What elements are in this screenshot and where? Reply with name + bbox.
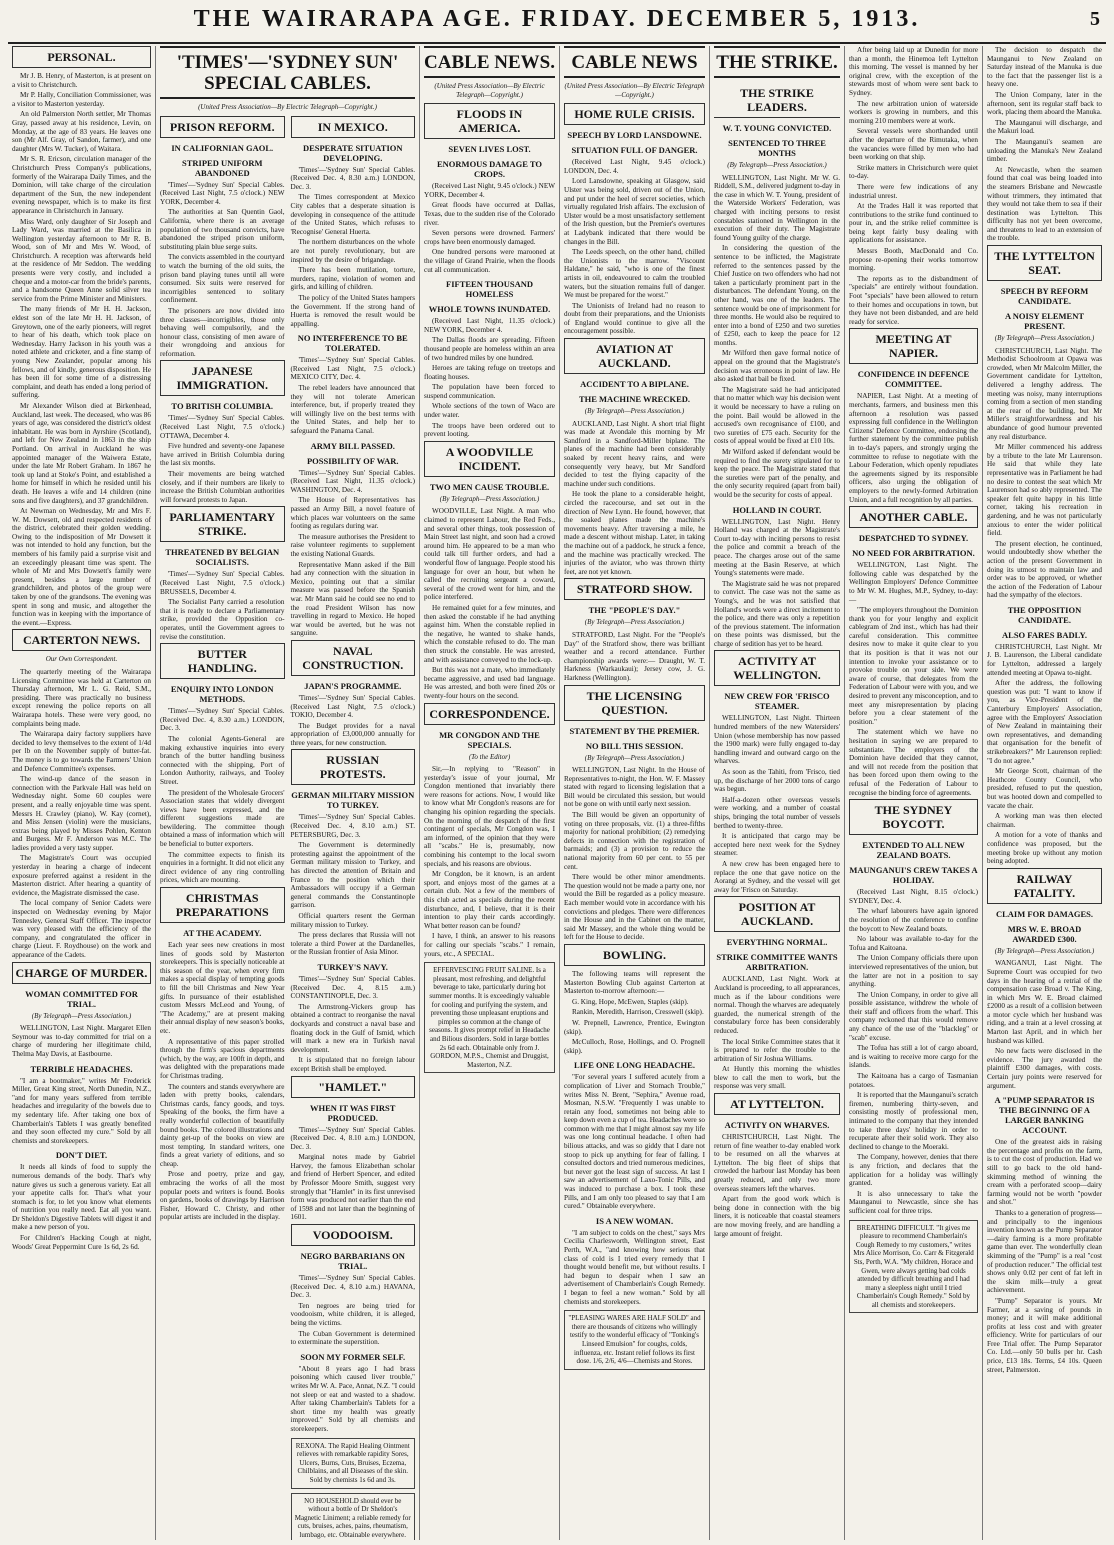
- heading-voodooism: VOODOOISM.: [291, 1224, 416, 1246]
- heading-napier: MEETING AT NAPIER.: [849, 328, 978, 364]
- paragraph: Marginal notes made by Gabriel Harvey, the famous Elizabethan scholar and friend of Herbert Spencer, and edited by Professor Moore Smith, suggest very strongly that "Hamlet" in its first unrevised form was produced not earlier than the end of 1598 and not later than the beginning of 1601.: [290, 1153, 415, 1222]
- subheading: DESPERATE SITUATION DEVELOPING.: [302, 142, 403, 163]
- paragraph: The policy of the United States hampers the Government. If the strong hand of Huerta is removed the result would be appalling.: [290, 293, 415, 328]
- heading-prison: PRISON REFORM.: [160, 116, 285, 138]
- paragraph: 'Times'—'Sydney Sun' Special Cables. (Received Last Night, 7.5 o'clock.) BRUSSELS, December 4.: [160, 570, 285, 596]
- paragraph: 'Times'—'Sydney Sun' Special Cables. (Received Dec. 4, 8.15 a.m.) CONSTANTINOPLE, Dec. 3.: [290, 974, 415, 1001]
- paragraph: There were few indications of any industrial unrest.: [849, 182, 978, 200]
- paragraph: The rebel leaders have announced that they will not tolerate American interference, but, if properly treated they will willingly live on the best terms with the United States, and help her to safeguard the Panama Canal.: [290, 384, 415, 436]
- paragraph: WELLINGTON, Last Night. The following cable was despatched by the Wellington Employers' Defence Committee to Mr W. M. Hughes, M.P., Sydney, to-day:—: [849, 561, 978, 604]
- paragraph: 'Times'—'Sydney Sun' Special Cables. (Received Last Night, 7.5 o'clock.) MEXICO CITY, Dec. 4.: [290, 356, 415, 382]
- subheading: NO BILL THIS SESSION.: [585, 740, 684, 751]
- paragraph: The Kaitoana has a cargo of Tasmanian potatoes.: [849, 1072, 978, 1089]
- heading-russian: RUSSIAN PROTESTS.: [291, 749, 416, 785]
- heading-strike: THE STRIKE.: [714, 46, 840, 78]
- paragraph: The reports as to the disbandment of "specials" are entirely without foundation. Foot "specials" have been allowed to return to their homes and occupations in town, but they have not been disbanded, and are held ready for service.: [849, 274, 978, 326]
- byline: (By Telegraph—Press Association.): [439, 494, 540, 503]
- heading-personal: PERSONAL.: [12, 46, 151, 68]
- paragraph: 'Times'—'Sydney Sun' Special Cables. (Received Last Night, 11.35 o'clock.) WASHINGTON, Dec. 4.: [290, 468, 415, 494]
- paragraph: No labour was available to-day for the Tofua and Kaitoana.: [849, 935, 978, 952]
- paragraph: STRATFORD, Last Night. For the "People's Day" of the Stratford show, there was brilliant weather and a record attendance. Further championship awards were:— Draught, W. T. Harkness (Warkaukaui); Jersey cow, J. G. Harkness (Wellington).: [564, 630, 705, 682]
- subheading: CLAIM FOR DAMAGES.: [995, 908, 1094, 919]
- heading-cable-news: CABLE NEWS.: [424, 46, 555, 78]
- subheading: AT THE ACADEMY.: [183, 928, 262, 939]
- heading-railway: RAILWAY FATALITY.: [987, 868, 1102, 904]
- column-times-cables: [156, 46, 420, 1540]
- paragraph: "I am a bootmaker," writes Mr Frederick Miller, Great King street, North Dunedin, N.Z., "and for many years suffered from terrible headaches and irregularity of the bowels due to my sedentary life. After taking one box of Chamberlain's Tablets I was greatly benefited and they soon effected my cure." Sold by all chemists and storekeepers.: [12, 1076, 151, 1145]
- paragraph: The northern disturbances on the whole are not purely revolutionary, but are inspired by the desire of brigandage.: [290, 238, 415, 264]
- subheading: THE "PEOPLE'S DAY.": [588, 605, 681, 616]
- page-number: 5: [1090, 8, 1100, 30]
- paragraph: 'Times'—'Sydney Sun' Special Cables. (Received Dec. 4, 8.10 a.m.) LONDON, Dec. 3.: [290, 1125, 415, 1151]
- subheading: ENORMOUS DAMAGE TO CROPS.: [436, 159, 542, 180]
- paragraph: The local Strike Committee states that it is prepared to refer the trouble to the arbitration of Sir Joshua Williams.: [714, 1037, 840, 1063]
- paragraph: The House of Representatives has passed an Army Bill, a novel feature of which places war volunteers on the same footing as regulars during war.: [290, 496, 415, 531]
- paragraph: (Received Last Night, 8.15 o'clock.) SYDNEY, Dec. 4.: [849, 888, 978, 905]
- subheading: DESPATCHED TO SYDNEY.: [858, 533, 969, 544]
- subheading: SOON MY FORMER SELF.: [300, 1351, 406, 1362]
- heading-parliamentary: PARLIAMENTARY STRIKE.: [160, 506, 285, 542]
- paragraph: There would be other minor amendments. The question would not be made a party one, nor would the Bill be regarded as a policy measure. Each member would vote in accordance with his convictions and pledges. There were differences in the House and in the Cabinet on the matter, said Mr Massey, and the whole thing would be left for the House to decide.: [564, 873, 705, 942]
- paragraph: NAPIER, Last Night. At a meeting of merchants, farmers, and business men this afternoon a resolution was passed expressing full confidence in the Wellington Citizens' Defence Committee, endorsing the further statement by the committee publish in to-day's papers, and strongly urging the committee to refuse to negotiate with the Labour Federation, which openly repudiates the agreements signed by its responsible officers, also urging the obligation of employers to the newly-formed Arbitration Union, and a full recognition by all parties.: [849, 392, 978, 504]
- heading-correspondence: CORRESPONDENCE.: [424, 703, 555, 725]
- paragraph: Rankin, Meredith, Harrison, Cresswell (skip).: [572, 1008, 704, 1017]
- subcolumn-left: [160, 116, 285, 1540]
- masthead: [8, 4, 1106, 44]
- paragraph: Official quarters resent the German military mission to Turkey.: [290, 912, 415, 929]
- paragraph: The decision to despatch the Maunganui to New Zealand on Saturday instead of the Manuka is due to the fact that the passenger list is a heavy one.: [987, 46, 1102, 89]
- paragraph: A motion for a vote of thanks and confidence was proposed, but the meeting broke up without any motion being adopted.: [987, 831, 1102, 866]
- twin-columns: [160, 116, 415, 1540]
- subheading: ACCIDENT TO A BIPLANE.: [580, 379, 689, 390]
- paragraph: The following teams will represent the Masterton Bowling Club against Carterton at Masterton to-morrow afternoon:—: [564, 969, 705, 996]
- heading-auckland-position: POSITION AT AUCKLAND.: [714, 896, 840, 932]
- paragraph: Half-a-dozen other overseas vessels were working, and a number of coastal ships, bringing the total number of vessels berthed to twenty-three.: [714, 795, 840, 830]
- paragraph: (Received Last Night, 9.45 o'clock.) LONDON, Dec. 4.: [564, 158, 705, 175]
- paragraph: The Times correspondent at Mexico City cables that a desperate situation is developing in consequence of the attitude of the United States, which refuses to 'Recognise' General Huerta.: [290, 193, 415, 236]
- paragraph: It is also unnecessary to take the Maunganui to Newcastle, since she has sufficient coal for three trips.: [849, 1189, 978, 1215]
- paragraph: Representative Mann asked if the Bill had any connection with the situation in Mexico, pointing out that a similar measure was passed before the Spanish war. Mr Mann said he could see no end to the road President Wilson has now travelling in regard to Mexico. He hoped war would be averted, but he was not sanguine.: [290, 560, 415, 638]
- paragraph: Their movements are being watched closely, and if their numbers are likely to increase the British Columbian authorities will forward protests to Japan.: [160, 470, 285, 504]
- paragraph: No new facts were disclosed in the evidence. The jury awarded the plaintiff £300 damages, with costs. Certain jury points were reserved for argument.: [987, 1047, 1102, 1090]
- paragraph: Messrs Booth, MacDonald and Co. propose re-opening their works tomorrow morning.: [849, 247, 978, 273]
- paragraph: One of the greatest aids in raising the percentage and profits on the farm, is to cut the cost of production. Had we still to go back to the old hand-skimming method of winning the cream with a perforated scoop—dairy farming would not be worth "powder and shot.": [987, 1138, 1102, 1207]
- paragraph: Prose and poetry, prize and gay, embracing the works of all the most popular poets and writers is found. Books on gardens, books of drawings by Harrison Fisher, Howard C. Christy, and other popular artists are included in the display.: [160, 1170, 285, 1222]
- subheading: TURKEY'S NAVY.: [317, 961, 388, 972]
- subheading: THE OPPOSITION CANDIDATE.: [1007, 604, 1082, 625]
- paragraph: Thanks to a generation of progress—and principally to the ingenious invention known as the Pump Separator—dairy farming is a more profitable game than ever. The wonderfully clean skimming of the "Pump" is a real "cost of production reducer." The official test shows only 0.02 per cent of fat left in the skim milk—truly a great achievement.: [987, 1208, 1102, 1295]
- paragraph: Seven persons were drowned. Farmers' crops have been enormously damaged.: [424, 229, 555, 246]
- subheading: NEGRO BARBARIANS ON TRIAL.: [300, 1251, 405, 1272]
- paragraph: The Leeds speech, on the other hand, chilled the Unionists to the marrow. "Viscount Haldane," he said, "who is one of the finest artists in oil, endeavoured to calm the troubled waters, but the situation remains full of danger. We must be prepared for the worst.": [564, 248, 705, 300]
- paragraph: Each year sees new creations in most lines of goods sold by Masterton storekeepers. This is specially noticeable at this season of the year, when every firm makes a special display of tempting goods to fill the bill Christmas and New Year gifts. In pursuance of their established custom Messrs McLeod and Young, of "The Academy," are at present making their annual display of new season's books, etc.: [160, 941, 285, 1035]
- subheading: ACTIVITY ON WHARVES.: [724, 1120, 830, 1131]
- paragraph: The Bill would be given an opportunity of voting on three proposals, viz. (1) a three-fifths majority for national prohibition; (2) remedying defects in connection with the registration of barmaids; and (3) a provision to reduce the national majority from 60 per cent. to 55 per cent.: [564, 811, 705, 871]
- paragraph: CHRISTCHURCH, Last Night. Mr J. B. Laurenson, the Liberal candidate for Lyttelton, addressed a largely attended meeting at Opawa to-night.: [987, 642, 1102, 677]
- paragraph: CHRISTCHURCH, Last Night. The return of fine weather to-day enabled work to be resumed on all the wharves at Lyttelton. The big fleet of ships that crowded the harbour last Monday has been greatly reduced, and only two more overseas steamers left the wharves.: [714, 1133, 840, 1193]
- paragraph: 'Times'—'Sydney Sun' Special Cables. (Received Last Night, 7.5 o'clock.) NEW YORK, December 4.: [160, 180, 285, 206]
- advertisement: NO HOUSEHOLD should ever be without a bottle of Dr Sheldon's Magnetic Liniment; a reliable remedy for cuts, bruises, aches, pains, rheumatism, lumbago, etc. Obtainable everywhere.: [291, 1493, 416, 1541]
- subheading: EXTENDED TO ALL NEW ZEALAND BOATS.: [862, 840, 965, 861]
- paragraph: Mr George Scott, chairman of the Heathcote County Council, who presided, refused to put the question, but was hooted down and compelled to vacate the chair.: [987, 767, 1102, 810]
- paragraph: The convicts assembled in the courtyard to watch the burning of the old suits, the prison band playing tunes until all were consumed. Six suits were reserved for incorrigibles sentenced to solitary confinement.: [160, 253, 285, 305]
- subheading: TWO MEN CAUSE TROUBLE.: [429, 481, 550, 492]
- paragraph: Several vessels were shorthanded until after the departure of the Rimutaka, when the vacancies were filled by men who had been working on that ship.: [849, 127, 978, 162]
- byline: (By Telegraph—Press Association.): [727, 161, 827, 169]
- newspaper-title: THE WAIRARAPA AGE. FRIDAY. DECEMBER 5, 1913.: [193, 6, 921, 32]
- subheading: THE MACHINE WRECKED.: [578, 394, 691, 405]
- byline: (By Telegraph—Press Association.): [584, 753, 685, 762]
- heading-cable-news-2: CABLE NEWS: [564, 46, 705, 78]
- paragraph: 'Times'—'Sydney Sun' Special Cables. (Received Dec. 4, 8.10 a.m.) ST. PETERSBURG, Dec. 3.: [290, 813, 415, 839]
- column-personal: [8, 46, 156, 1540]
- paragraph: It is stipulated that no foreign labour except British shall be employed.: [290, 1056, 415, 1073]
- paragraph: Mr S. R. Ericson, circulation manager of the Christchurch Press Company's publications, formerly of the Wairarapa Daily Times, and the Dominion, will take charge of the circulation department of the Sun, the new independent evening newspaper, which is to make its first appearance in Christchurch in January.: [12, 155, 151, 215]
- paragraph: The Socialist Party carried a resolution that it is ready to declare a Parliamentary strike, provided the Opposition co-operates, until the Government agrees to revise the constitution.: [160, 598, 285, 641]
- paragraph: Apart from the good work which is being done in connection with the big liners, it is noticeable that coastal steamers are now moving freely, and are handling a large amount of freight.: [714, 1195, 840, 1238]
- subheading: MAUNGANUI'S CREW TAKES A HOLIDAY.: [849, 865, 978, 886]
- paragraph: Miss Ward, only daughter of Sir Joseph and Lady Ward, was married at the Basilica in Wellington yesterday afternoon to Mr R. B. Wood, son of Mr and Mrs W. Wood, of Christchurch. A reception was afterwards held at the residence of Mr Seddon. The wedding presents were very costly, and included a cheque and a motor-car from the bride's parents, and a handsome Queen Anne solid silver tea service from the Prime Minister and Ministers.: [12, 217, 151, 303]
- subheading: DON'T DIET.: [55, 1150, 108, 1161]
- subheading: IN CALIFORNIAN GAOL.: [171, 142, 274, 153]
- heading-strike-leaders: THE STRIKE LEADERS.: [714, 82, 840, 118]
- paragraph: "The employers throughout the Dominion thank you for your lengthy and explicit cablegram of 2nd inst., which has had their careful consideration. This committee desires now to make it quite clear to you that its position is that it was not our intention to invoke your assistance or to provoke trouble on your side. We were aware of course, that delegates from the Federation of Labour were with you, and we desired to prevent any misconception, and to meet any misrepresentation by placing before you a clear statement of the position.": [849, 606, 978, 726]
- paragraph: 'Times'—'Sydney Sun' Special Cables. (Received Dec. 4, 8.30 a.m.) LONDON, Dec. 3.: [290, 165, 415, 191]
- subheading: STATEMENT BY THE PREMIER.: [569, 725, 700, 736]
- paragraph: Sir,—In replying to "Reason" in yesterday's issue of your journal, Mr Congdon mentioned that invariably there were reasons for actions. Now, I would like to know what Mr Congdon's reasons are for changing his opinion regarding the specials. On the morning of the despatch of the first contingent of specials, Mr Congdon was, I am informed, of the opinion that they were all "scabs." He is, presumably, now combining his contempt to the local sworn specials, and his reasons are obvious.: [424, 765, 555, 868]
- column-strike: [710, 46, 845, 1540]
- paragraph: Ten negroes are being tried for voodooism, white children, it is alleged, being the victims.: [290, 1301, 415, 1327]
- paragraph: The population have been forced to suspend communication.: [424, 383, 555, 400]
- subheading: EVERYTHING NORMAL.: [726, 937, 828, 948]
- paragraph: The statement which we have no hesitation in saying we are prepared to substantiate. The employers of the Dominion have decided that they cannot, and will not recede from the position that has been forced upon them owing to the refusal of the Federation of Labour to recognise the binding force of agreements.: [849, 728, 978, 797]
- paragraph: There has been mutilation, torture, murders, rapine, violation of women and girls, and killing of children.: [290, 266, 415, 292]
- heading-another-cable: ANOTHER CABLE.: [849, 506, 978, 528]
- paragraph: 'Times'—'Sydney Sun' Special Cables. (Received Dec. 4, 8.30 a.m.) LONDON, Dec. 3.: [160, 707, 285, 733]
- paragraph: The Company, however, denies that there is any friction, and declares that the application for a holiday was willingly granted.: [849, 1153, 978, 1188]
- subheading: LIFE ONE LONG HEADACHE.: [574, 1060, 695, 1071]
- subheading: HOLLAND IN COURT.: [732, 504, 822, 515]
- paragraph: The Unionists of Ireland had no reason to doubt from their preparations, and the Unionists of England would continue to give all the encouragement possible.: [564, 301, 705, 336]
- heading-lyttelton-seat: THE LYTTELTON SEAT.: [987, 245, 1102, 281]
- heading-butter: BUTTER HANDLING.: [160, 643, 285, 679]
- subheading: SITUATION FULL OF DANGER.: [571, 145, 698, 156]
- paragraph: After being laid up at Dunedin for more than a month, the Hinemoa left Lyttelton this morning. The vessel is manned by her original crew, with the exception of the stewards most of whom were sent back to Sydney.: [849, 46, 978, 97]
- subheading: SPEECH BY LORD LANSDOWNE.: [567, 130, 702, 141]
- paragraph: McCulloch, Rose, Hollings, and O. Prognell (skip).: [564, 1038, 705, 1055]
- column-cable-news-1: [420, 46, 560, 1540]
- paragraph: The counters and stands everywhere are laden with pretty books, calendars, Christmas cards, fancy goods, and toys. Speaking of the books, the firm have a really wonderful collection of beautifully bound books. The colored illustrations and dainty get-up of the books on view are most tempting. In standard writers, one finds a great variety of editions, and so cheap.: [160, 1082, 285, 1168]
- paragraph: "Pump" Separator is yours. Mr Farmer, at a saving of pounds in money; and it will make additional profits at less cost and with greater efficiency. Write for particulars of our Free Trial offer. The Pump Separator Co. Ltd.—only 50 bulls per hr. Cash price, £13 18s. Terms, £4 10s. Queen street, Palmerston.: [987, 1296, 1102, 1374]
- paragraph: The Maunganui's seamen are unloading the Manuka's New Zealand timber.: [987, 137, 1102, 164]
- heading-aviation: AVIATION AT AUCKLAND.: [564, 338, 705, 374]
- advertisement: BREATHING DIFFICULT. "It gives me pleasure to recommend Chamberlain's Cough Remedy to my customers," writes Mrs Alice Morrison, Co. Carr & Fitzgerald Sts, Perth, W.A. "My children, Horace and Gwen, were always getting bad colds attended by difficult breathing and I had many a sleepless night until I tried Chamberlain's Cough Remedy." Sold by all chemists and storekeepers.: [849, 1220, 978, 1314]
- paragraph: "I am subject to colds on the chest," says Mrs Cecilia Charlesworth, Wellington street, East Perth, W.A., "and knowing how serious that class of cold is I tried every remedy that I thought would benefit me, but without results. I had begun to despair when I saw an advertisement of Chamberlain's Cough Remedy. I began to feel a new woman." Sold by all chemists and storekeepers.: [564, 1228, 705, 1306]
- paragraph: At Newcastle, when the seamen found that coal was being loaded into the steamers Brisbane and Newcastle without trimmers, they intimated that they would not take them to sea if their destination was Lyttelton. This difficulty has not yet been overcome, and threatens to lead to an extension of the trouble.: [987, 165, 1102, 243]
- paragraph: WELLINGTON, Last Night. Mr W. G. Riddell, S.M., delivered judgment to-day in the case in which W. T. Young, president of the Waterside Workers' Federation, was charged with inciting persons to resist constables stationed in Wellington in the execution of their duty. The Magistrate found Young guilty of the charge.: [714, 173, 840, 242]
- paragraph: The wharf labourers have again ignored the resolution of the conference to confine the boycott to New Zealand boats.: [849, 907, 978, 933]
- paragraph: At Huntly this morning the whistles blew to call the men to work, but the response was very small.: [714, 1065, 840, 1091]
- heading-times-cables: 'TIMES'—'SYDNEY SUN' SPECIAL CABLES.: [160, 46, 415, 99]
- paragraph: Strike matters in Christchurch were quiet to-day.: [849, 163, 978, 181]
- subheading: NEW CREW FOR 'FRISCO STEAMER.: [724, 691, 830, 712]
- byline: (United Press Association—By Electric Telegraph—Copyright.): [198, 103, 377, 111]
- paragraph: The prisoners are now divided into three classes—incorrigibles, those only behaving well compulsorily, and the honour class, consisting of men aware of their wrongdoing and anxious for reformation.: [160, 306, 285, 358]
- paragraph: The committee expects to finish its enquiries in a fortnight. It did not elicit any direct evidence of any ring controlling prices, which are mounting.: [160, 850, 285, 885]
- paragraph: The authorities at San Quentin Gaol, California, where there is an average population of two thousand convicts, have abandoned the striped prison uniform, substituting plain blue serge suits.: [160, 208, 285, 251]
- subheading: THREATENED BY BELGIAN SOCIALISTS.: [165, 547, 280, 568]
- paragraph: WELLINGTON, Last Night. Thirteen hundred members of the new Watersiders' Union (whose membership has now passed the 1900 mark) were fully engaged to-day handling inward and outward cargo on the wharves.: [714, 714, 840, 766]
- paragraph: But this was not a mate, who immediately became aggressive, and used bad language. He was arrested, and both were fined 20s or twenty-four hours on the second.: [424, 666, 555, 700]
- paragraph: The Armstrong-Vickers group has obtained a contract to reorganise the naval dockyards and construct a naval base and floating dock in the Gulf of Ismid, which will mark a new era in Turkish naval development.: [290, 1002, 415, 1054]
- heading-woodville: A WOODVILLE INCIDENT.: [424, 441, 555, 477]
- subheading: ENQUIRY INTO LONDON METHODS.: [170, 684, 274, 705]
- advertisement: EFFERVESCING FRUIT SALINE. Is a pleasant, most refreshing, and delightful beverage to take, particularly during hot summer months. It is exceedingly valuable for cooling and purifying the system, and preventing those unpleasant eruptions and pimples so common at the change of seasons. It gives prompt relief in Headache and Bilious disorders. Sold in large bottles 2s 6d each. Obtainable only from J. GORDON, M.P.S., Chemist and Druggist, Masterton, N.Z.: [424, 962, 555, 1073]
- byline: (By Telegraph—Press Association.): [584, 407, 685, 416]
- paragraph: Great floods have occurred at Dallas, Texas, due to the sudden rise of the Colorado river.: [424, 201, 555, 227]
- paragraph: It is reported that the Maunganui's scratch firemen, numbering thirty-seven, and consisting mostly of professional men, intimated to the company that they intended to take three days' holiday in order to recuperate after their solid work. They also declined to change to the Moeraki.: [849, 1091, 978, 1151]
- byline: (By Telegraph—Press Association.): [31, 1011, 132, 1020]
- subheading: NO INTERFERENCE TO BE TOLERATED.: [297, 333, 408, 354]
- paragraph: An old Palmerston North settler, Mr Thomas Gray, passed away at his residence, Levin, on Monday, at the age of 83 years. He leaves one son (Mr Alf. Gray, of Sandon, farmer), and one daughter (Mrs W. Tucker), of Waitara.: [12, 110, 151, 153]
- paragraph: At Newman on Wednesday, Mr and Mrs F. W. M. Dowsett, old and respected residents of the district, celebrated their golden wedding. Owing to the indisposition of Mr Dowsett it was not intended to hold any function, but the members of his family paid a surprise visit and an exceedingly pleasant time was spent. The whole of Mr and Mrs Dowsett's family were present, besides a large number of grandchildren, and photos of the group were taken by one of the grandsons. The evening was spent in song and music, and altogether the function was in keeping with the importance of the event.—Express.: [12, 507, 151, 627]
- heading-stratford: STRATFORD SHOW.: [564, 578, 705, 600]
- paragraph: Five hundred and seventy-one Japanese have arrived in British Columbia during the last six months.: [160, 442, 285, 468]
- paragraph: Heroes are taking refuge on treetops and floating houses.: [424, 364, 555, 381]
- paragraph: Mr Wilford asked if defendant would be required to find the surety stipulated for to keep the peace. The Magistrate stated that the sureties were part of the penalty, and the only security required (apart from bail) would be the security for costs of appeal.: [714, 448, 840, 499]
- byline: (United Press Association—By Electric Telegraph—Copyright.): [564, 82, 705, 99]
- heading-hamlet: "HAMLET.": [291, 1076, 416, 1098]
- paragraph: Whole sections of the town of Waco are under water.: [424, 402, 555, 420]
- paragraph: The Tofua has still a lot of cargo aboard, and is waiting to receive more cargo for the islands.: [849, 1044, 978, 1070]
- subheading: MR CONGDON AND THE SPECIALS.: [439, 729, 540, 750]
- subheading: SEVEN LIVES LOST.: [448, 144, 531, 155]
- column-strike-continued: [845, 46, 983, 1540]
- heading-licensing: THE LICENSING QUESTION.: [564, 685, 705, 721]
- paragraph: WELLINGTON, Last Night. Henry Holland was charged at the Magistrate's Court to-day with inciting persons to resist the police and commit a breach of the peace. The charges arose out of the same meeting at the Basin Reserve, at which Young's statements were made.: [714, 517, 840, 578]
- subheading: GERMAN MILITARY MISSION TO TURKEY.: [291, 790, 415, 811]
- paragraph: The Wairarapa dairy factory suppliers have decided to levy themselves to the extent of 1/4d per lb on the November supply of butter-fat. The money is to go towards the Farmers' Union and Defence Committee's expenses.: [12, 730, 151, 773]
- paragraph: The press declares that Russia will not tolerate a third Power at the Dardanelles, or the Russian frontier of Asia Minor.: [290, 931, 415, 957]
- column-cable-news-2: [560, 46, 710, 1540]
- paragraph: It is anticipated that cargo may be accepted here next week for the Sydney steamer.: [714, 832, 840, 858]
- paragraph: The president of the Wholesale Grocers' Association states that widely divergent views have been expressed, and the different suggestions made are bewildering. The committee though obtained a mass of information which will be beneficial to butter exporters.: [160, 788, 285, 849]
- paragraph: The present election, he continued, would undoubtedly show whether the action of the present Government in doing its utmost to maintain law and order was to be approved, or whether the action of the Federation of Labour had the sympathy of the electors.: [987, 539, 1102, 600]
- paragraph: The Maunganui will discharge, and the Makuri load.: [987, 118, 1102, 136]
- paragraph: W. Prepnell, Lawrence, Prentice, Ewington (skip).: [564, 1018, 705, 1036]
- paragraph: For Children's Hacking Cough at night, Woods' Great Peppermint Cure 1s 6d, 2s 6d.: [12, 1234, 151, 1251]
- subheading: JAPAN'S PROGRAMME.: [304, 680, 402, 691]
- paragraph: Mr Congdon, be it known, is an ardent sport, and enjoys most of the games at a certain club. Not a few of the members of this club acted as specials during the recent disturbance, and, I believe, that it is their intention to play their cards accordingly. What better reason can be found?: [424, 870, 555, 930]
- paragraph: He took the plane to a considerable height, circled the racecourse, and set out in the direction of New Lynn. He found, however, that the soaked planes made the machine's movements heavy. After traversing a mile, he made a descent without mishap. Later, in taking the machine out of a paddock, he struck a fence, and the machine was practically wrecked. The injuries of the aviator, who was thrown thirty feet, are not yet known.: [564, 490, 705, 576]
- paragraph: He remained quiet for a few minutes, and then asked the constable if he had anything against him. When the constable replied in the negative, he wanted to shake hands, which the constable refused to do. The man then struck the constable. He was arrested, and with assistance conveyed to the lock-up.: [424, 603, 555, 664]
- paragraph: WELLINGTON, Last Night. Margaret Ellen Seymour was to-day committed for trial on a charge of murdering her illegitimate child, Thelma May Davis, at Eastbourne.: [12, 1024, 151, 1058]
- subheading: WHOLE TOWNS INUNDATED.: [428, 304, 551, 315]
- heading-bowling: BOWLING.: [564, 944, 705, 966]
- paragraph: The Dallas floods are spreading. Fifteen thousand people are homeless within an area of two hundred miles by one hundred.: [424, 336, 555, 362]
- columns: [8, 46, 1106, 1540]
- paragraph: (Received Last Night, 11.35 o'clock.) NEW YORK, December 4.: [424, 317, 555, 334]
- heading-activity: ACTIVITY AT WELLINGTON.: [714, 650, 840, 686]
- paragraph: The local company of Senior Cadets were inspected on Wednesday evening by Major Tennesley, General Staff Officer. The inspector was very pleased with the efficiency of the company, and congratulated the officer in charge (Lieut. F. Roydhouse) on the work and appearance of the Cadets.: [12, 899, 151, 959]
- paragraph: A representative of this paper strolled through the firm's spacious departments (which, by the way, are 100ft in depth, and was delighted with the preparations made for Christmas trading.: [160, 1037, 285, 1080]
- byline: (By Telegraph—Press Association.): [584, 618, 685, 627]
- paragraph: "About 8 years ago I had brass poisoning which caused liver trouble," writes Mr W. A. Pace, Annat, N.Z. "I could not sleep or eat and wasted to a shadow. After taking Chamberlain's Tablets for a short time my health was greatly improved." Sold by all chemists and storekeepers.: [290, 1364, 415, 1433]
- paragraph: AUCKLAND, Last Night. Work at Auckland is proceeding, to all appearances, much as if the labour conditions were normal. Though the wharves are adequately guarded, the numerical strength of the constabulary force has been considerably reduced.: [714, 975, 841, 1035]
- heading-murder: CHARGE OF MURDER.: [12, 962, 151, 984]
- column-last: [983, 46, 1106, 1540]
- paragraph: The new arbitration union of waterside workers is growing in numbers, and this morning 210 members were at work.: [849, 99, 978, 125]
- paragraph: The Magistrate's Court was occupied yesterday in hearing a charge of indecent exposure preferred against a resident in the Masterton district. After hearing a quantity of evidence, the Magistrate dismissed the case.: [12, 854, 151, 897]
- heading-lyttelton: AT LYTTELTON.: [714, 1093, 840, 1115]
- heading-japanese: JAPANESE IMMIGRATION.: [160, 360, 285, 396]
- subheading: A "PUMP SEPARATOR IS THE BEGINNING OF A LARGER BANKING ACCOUNT.: [994, 1095, 1095, 1136]
- subheading: W. T. YOUNG CONVICTED.: [722, 123, 832, 133]
- paragraph: The Cuban Government is determined to exterminate the superstition.: [290, 1329, 415, 1347]
- paragraph: The Magistrate said he had anticipated that no matter which way his decision went it would be necessary to have a ruling on the point. Bail would be allowed in the accused's own recognisance of £100, and two sureties of £75 each. Security for the costs of appeal would be fixed at £10 10s.: [714, 385, 840, 446]
- paragraph: I have, I think, an answer to his reasons for calling our specials "scabs." I remain, yours, etc., A SPECIAL.: [424, 932, 555, 958]
- heading-naval: NAVAL CONSTRUCTION.: [291, 640, 416, 676]
- subheading: A NOISY ELEMENT PRESENT.: [1004, 311, 1085, 332]
- paragraph: (Received Last Night, 9.45 o'clock.) NEW YORK, December 4.: [424, 182, 555, 199]
- paragraph: WOODVILLE, Last Night. A man who claimed to represent Labour, the Red Feds., and several other things, took possession of Main Street last night, and soon had a crowd around him. He appeared to be a man who could talk till further orders, and had a wonderful flow of language. People stood his language for over an hour, but when he called the recruiting sergeant a coward, several of the crowd went for him, and the police interfered.: [424, 507, 555, 602]
- subheading: ALSO FARES BADLY.: [1002, 629, 1087, 640]
- subheading: SENTENCED TO THREE MONTHS: [728, 138, 826, 158]
- paragraph: A working man was then elected chairman.: [987, 812, 1102, 829]
- subheading: STRIKE COMMITTEE WANTS ARBITRATION.: [716, 952, 838, 973]
- subheading: POSSIBILITY OF WAR.: [306, 455, 399, 466]
- paragraph: Mr J. B. Henry, of Masterton, is at present on a visit to Christchurch.: [12, 72, 151, 89]
- heading-floods: FLOODS IN AMERICA.: [424, 103, 555, 139]
- subheading: WOMAN COMMITTED FOR TRIAL.: [25, 988, 138, 1009]
- paragraph: The many friends of Mr H. H. Jackson, eldest son of the late Mr H. H. Jackson, of Greytown, one of the early pioneers, will regret to hear of his death, which took place on Wednesday. Harry Jackson in his youth was a noted athlete and cricketer, and a fine stamp of young New Zealander, popular among his fellows, and of kindly, generous disposition. He has been ill for some time of a distressing complaint, and death has ended a long period of suffering.: [12, 305, 151, 400]
- paragraph: WANGANUI, Last Night. The Supreme Court was occupied for two days in the hearing of a retrial of the compensation case Broad v. The King, in which Mrs W. E. Broad claimed £2000 as a result of a collision between a motor cycle which her husband was riding, and a train at a level crossing at Marton last April, and in which her husband was killed.: [987, 959, 1102, 1045]
- paragraph: 'Times'—'Sydney Sun' Special Cables. (Received Last Night, 7.5 o'clock.) TOKIO, December 4.: [290, 693, 415, 720]
- paragraph: Mr Alexander Wilson died at Birkenhead, Auckland, last week. The deceased, who was 86 years of age, was considered the district's oldest inhabitant. He was born in Ayrshire (Scotland), and left for New Zealand in 1863 in the ship Portland. On arrival in Auckland he was appointed manager of the Waiwera Estate, under the late Mr Robert Graham. In 1867 he took up land at Stoke's Point, and established a home for himself in which he resided until his death. He leaves a wife and 14 children (nine sons and five daughters), and 37 grandchildren.: [12, 401, 151, 505]
- paragraph: Lord Lansdowne, speaking at Glasgow, said Ulster was being sold, driven out of the Union, and put under the heel of secret societies, which virtually regulated Irish affairs. The exclusion of Ulster would be a most unsatisfactory settlement of the Irish question, but the Premier's overtures at Ladybank indicated that there would be changes in the Bill.: [564, 177, 705, 246]
- paragraph: Mr Wilford then gave formal notice of appeal on the ground that the Magistrate's decision was erroneous in point of law. He also asked that bail be fixed.: [714, 349, 840, 384]
- paragraph: The colonial Agents-General are making exhaustive inquiries into every branch of the butter handling business connected with the shipping, Port of London Authority, railways, and Tooley Street.: [160, 734, 285, 786]
- subheading: TERRIBLE HEADACHES.: [30, 1063, 133, 1074]
- paragraph: The wind-up dance of the season in connection with the Parkvale Hall was held on Wednesday night. Some 60 couples were present, and a really enjoyable time was spent. Messrs H. Crawley (piano), W. Kay (cornet), and Miss Jensen (violin) were the musicians, extras being played by Misses Pohlen, Kenton and Burgess. Mr F. Anderson was M.C. The ladies provided a very tasty supper.: [12, 775, 151, 852]
- subheading: IS A NEW WOMAN.: [595, 1215, 674, 1226]
- paragraph: The Union Company officials there upon interviewed representatives of the union, but the latter are not in a position to say anything.: [849, 954, 978, 989]
- subheading: SPEECH BY REFORM CANDIDATE.: [1000, 286, 1089, 307]
- heading-home-rule: HOME RULE CRISIS.: [564, 103, 705, 125]
- heading-carterton: CARTERTON NEWS.: [12, 629, 151, 651]
- subheading: MRS W. E. BROAD AWARDED £300.: [1007, 923, 1082, 944]
- byline: (United Press Association—By Electric Telegraph—Copyright.): [434, 82, 545, 99]
- byline: (By Telegraph—Press Association.): [994, 334, 1095, 343]
- subheading: ARMY BILL PASSED.: [310, 440, 395, 451]
- paragraph: The quarterly meeting of the Wairarapa Licensing Committee was held at Carterton on Thursday afternoon, Mr L. G. Reid, S.M., presiding. There was practically no business except renewing the police reports on all Wairarapa hotels. These were very good, no complaints being made.: [12, 668, 151, 728]
- paragraph: After the address, the following question was put: "I want to know if you, as Vice-President of the Canterbury Employers' Association, agree with the Employers' Association of New Zealand in maintaining their own representatives, and demanding that organisation for the benefit of strikebreakers?" Mr Laurenson replied: "I do not agree.": [987, 679, 1102, 765]
- paragraph: The measure authorises the President to raise volunteer regiments to supplement the existing National Guards.: [290, 532, 415, 558]
- paragraph: It needs all kinds of food to supply the numerous demands of the body. That's why nature gives us such a generous variety. Eat all your appetite calls for. That's what your stomach is for, to let you know what elements of nutrition you really need. Eat all you want. Dr Sheldon's Digestive Tablets will digest it and make a new person of you.: [12, 1163, 151, 1232]
- paragraph: The Government is determinedly protesting against the appointment of the German military mission to Turkey, and has directed the attention of Britain and France to the position which their Ambassadors will occupy if a German general commands the Constantinople garrison.: [290, 841, 415, 910]
- paragraph: "For several years I suffered acutely from a complication of Liver and Stomach Trouble," writes Miss N. Brent, "Sephira," Avenue road, Mosman, N.S.W. "Frequently I was unable to retain any food, sometimes not being able to keep down even a cup of tea. Headaches were so common with me that I might almost say my life was one long continual headache. I often had bilious attacks, and was so giddy that I dare not stoop to pick up anything for fear of falling. I consulted doctors and tried numerous medicines, but never got the least sign of success. At last I saw an advertisement of Laxo-Tonic Pills, and was induced to purchase a box. I took these Pills, and I am only too pleased to say that I am cured." Obtainable everywhere.: [564, 1073, 705, 1211]
- subcolumn-right: [291, 116, 416, 1540]
- paragraph: The Magistrate said he was not prepared to convict. The case was not the same as Young's, and he was not satisfied that Holland's words were a direct incitement to the police, and there was only a repetition of the previous statement. The information on these points was dismissed, but the charge of sedition has yet to be heard.: [714, 579, 840, 648]
- paragraph: The troops have been ordered out to prevent looting.: [424, 421, 555, 439]
- paragraph: The Union Company, later in the afternoon, sent its regular staff back to work, placing them aboard the Manuka.: [987, 90, 1102, 117]
- paragraph: WELLINGTON, Last Night. In the House of Representatives to-night, the Hon. W. F. Massey stated with regard to licensing legislation that a Bill would be circulated this session, but would not be gone on with until early next session.: [564, 766, 705, 809]
- paragraph: AUCKLAND, Last Night. A short trial flight was made at Avondale this morning by Mr Sandford in a Sandford-Miller biplane. The planes of the machine had been considerably soaked by recent heavy rains, and were consequently very heavy, but Mr Sandford decided to test the flying capacity of the machine under such conditions.: [564, 419, 705, 488]
- paragraph: As soon as the Tahiti, from 'Frisco, tied up, the discharge of her 2000 tons of cargo was begun.: [714, 768, 840, 794]
- paragraph: One hundred persons were marooned at the village of Grand Prairie, when the floods cut all communication.: [424, 248, 555, 274]
- subheading: CONFIDENCE IN DEFENCE COMMITTEE.: [857, 369, 970, 390]
- byline: Our Own Correspondent.: [45, 655, 118, 664]
- subheading: TO BRITISH COLUMBIA.: [171, 401, 274, 412]
- advertisement: "PLEASING WARES ARE HALF SOLD" and there are thousands of citizens who willingly testify to the wonderful efficacy of "Tonking's Linseed Emulsion" for coughs, colds, influenza, etc. Instant relief follows its first dose. 1/6, 2/6, 4/6—Chemists and Stores.: [564, 1310, 705, 1370]
- subheading: STRIPED UNIFORM ABANDONED: [181, 157, 263, 178]
- subheading: FIFTEEN THOUSAND HOMELESS: [446, 279, 533, 300]
- advertisement: REXONA. The Rapid Healing Ointment relieves with remarkable rapidity Sores, Ulcers, Burns, Cuts, Bruises, Eczema, Chilblains, and all Diseases of the skin. Sold by chemists 1s 6d and 3s.: [291, 1438, 416, 1489]
- paragraph: The Budget provides for a naval appropriation of £3,000,000 annually for three years, for new construction.: [290, 721, 415, 747]
- paragraph: G. King, Hope, McEwen, Staples (skip).: [572, 997, 689, 1006]
- heading-sydney-boycott: THE SYDNEY BOYCOTT.: [849, 799, 978, 835]
- paragraph: Mr Miller commenced his address by a tribute to the late Mr Laurenson. He said that while they late representative was in Parliament he had no desire to contest the seat which Mr Laurenson had so ably represented. The speaker felt quite happy in his little corner, taking his recreation in gardening, and he was not particularly anxious to enter the wider political field.: [987, 443, 1102, 538]
- heading-mexico: IN MEXICO.: [291, 116, 416, 138]
- paragraph: At the Trades Hall it was reported that contributions to the strike fund continued to pour in, and the strike relief committee is being kept fairly busy dealing with applications for assistance.: [849, 202, 978, 245]
- heading-christmas: CHRISTMAS PREPARATIONS: [160, 887, 285, 923]
- paragraph: The Union Company, in order to give all possible assistance, withdrew the whole of their staff and officers from the wharf. This company reckoned that this would remove any chance of the use of the "blackleg" or "scab" excuse.: [849, 990, 978, 1042]
- paragraph: A new crew has been engaged here to replace the one that gave notice on the Aorangi at Sydney, and the vessel will get away for 'Frisco on Saturday.: [714, 859, 840, 894]
- paragraph: 'Times'—'Sydney Sun' Special Cables. (Received Dec. 4, 8.10 a.m.) HAVANA, Dec. 3.: [290, 1274, 415, 1300]
- paragraph: In considering the question of the sentence to be inflicted, the Magistrate referred to the sentences passed by the Chief Justice on two offenders who had not taken a particularly prominent part in the disturbances. The defendant Young, on the other hand, was one of the leaders. The sentence would be one of imprisonment for three months. He would also be required to enter into a bond of £250 and two sureties of £250, each to keep the peace for 12 months.: [714, 244, 840, 347]
- paragraph: 'Times'—'Sydney Sun' Special Cables. (Received Last Night, 7.5 o'clock.) OTTAWA, December 4.: [160, 414, 285, 440]
- subheading: WHEN IT WAS FIRST PRODUCED.: [310, 1102, 396, 1123]
- subheading: NO NEED FOR ARBITRATION.: [852, 548, 975, 559]
- byline: (By Telegraph—Press Association.): [994, 946, 1095, 955]
- paragraph: CHRISTCHURCH, Last Night. The Methodist Schoolroom at Opawa was crowded, when Mr Malcolm Miller, the Government candidate for Lyttelton, delivered a lengthy address. The meeting was noisy, many interruptions coming from a section of men standing at the rear of the building, but Mr Miller's straightforwardness and his abundance of good humour prevented any real disturbance.: [987, 346, 1102, 441]
- byline: (To the Editor): [468, 752, 511, 761]
- paragraph: Mr P. Hally, Conciliation Commissioner, was a visitor to Masterton yesterday.: [12, 91, 151, 108]
